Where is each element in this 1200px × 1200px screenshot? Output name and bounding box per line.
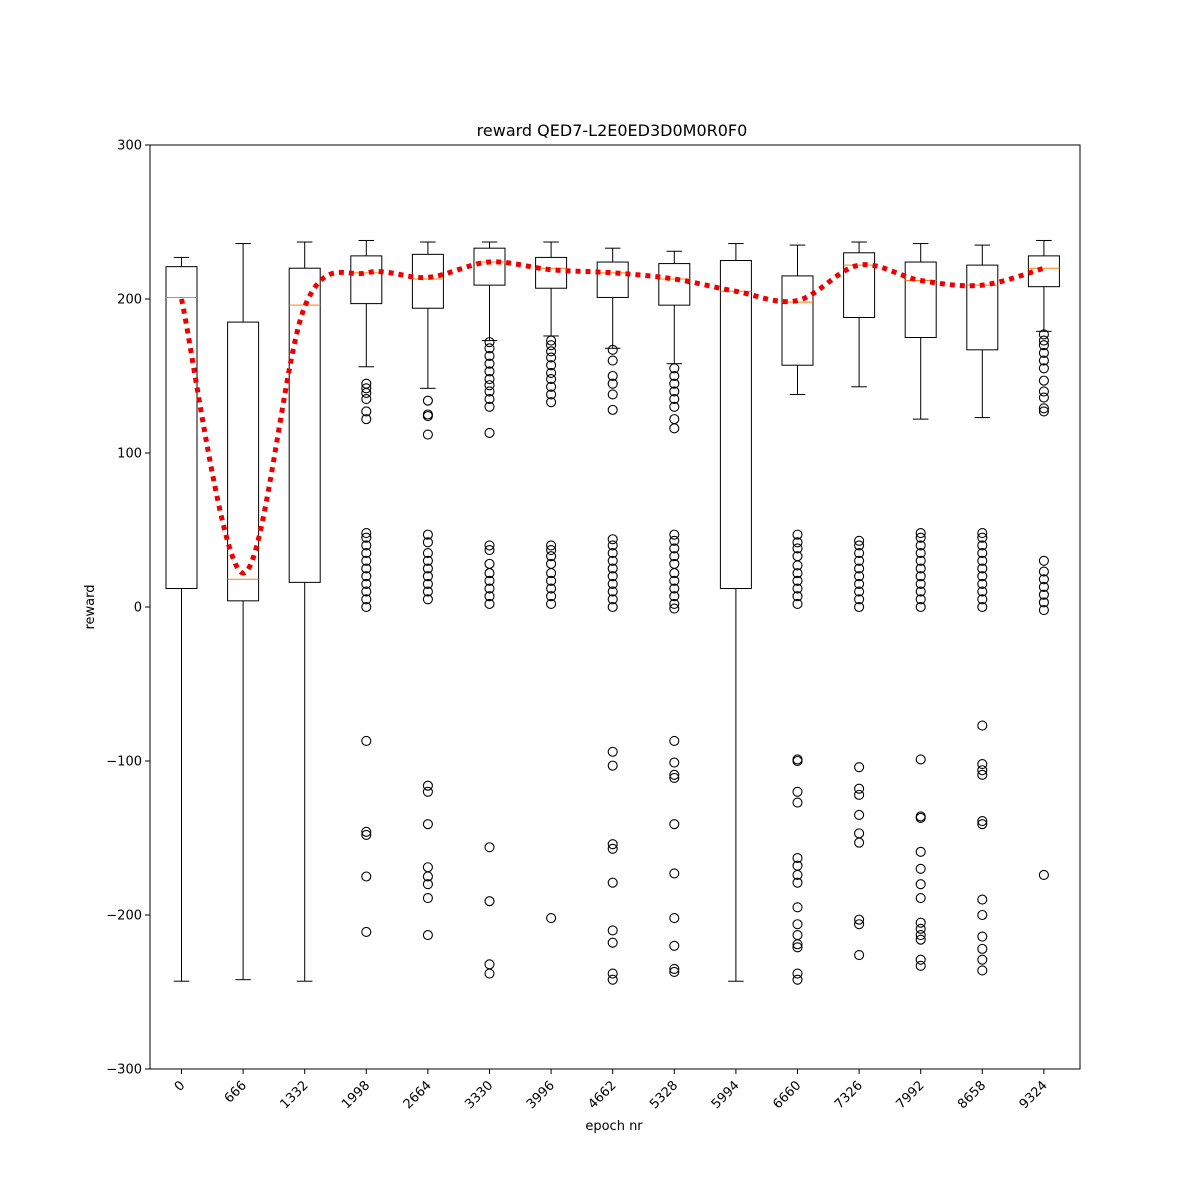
y-tick-label: 0 [133, 600, 142, 616]
x-tick-label: 6660 [770, 1078, 805, 1113]
x-tick-label: 1998 [339, 1078, 374, 1113]
chart-title: reward QED7-L2E0ED3D0M0R0F0 [476, 121, 748, 140]
y-tick-label: −100 [106, 754, 142, 770]
x-tick-label: 5994 [708, 1078, 743, 1113]
x-tick-label: 7992 [893, 1078, 928, 1113]
x-tick-label: 666 [221, 1078, 250, 1107]
y-tick-label: 300 [117, 138, 142, 154]
x-tick-label: 1332 [277, 1078, 312, 1113]
x-tick-label: 3330 [462, 1078, 497, 1113]
y-tick-label: 200 [117, 292, 142, 308]
x-tick-label: 4662 [585, 1078, 620, 1113]
x-tick-label: 5328 [647, 1078, 682, 1113]
y-tick-label: −300 [106, 1062, 142, 1078]
y-tick-label: 100 [117, 446, 142, 462]
x-tick-label: 0 [171, 1078, 189, 1095]
y-tick-label: −200 [106, 908, 142, 924]
x-tick-label: 2664 [400, 1078, 435, 1113]
x-axis-label: epoch nr [585, 1119, 643, 1134]
x-tick-label: 9324 [1016, 1078, 1051, 1113]
x-tick-label: 7326 [831, 1078, 866, 1113]
x-tick-label: 3996 [523, 1078, 558, 1113]
x-tick-label: 8658 [955, 1078, 990, 1113]
y-axis-label: reward [83, 584, 98, 630]
